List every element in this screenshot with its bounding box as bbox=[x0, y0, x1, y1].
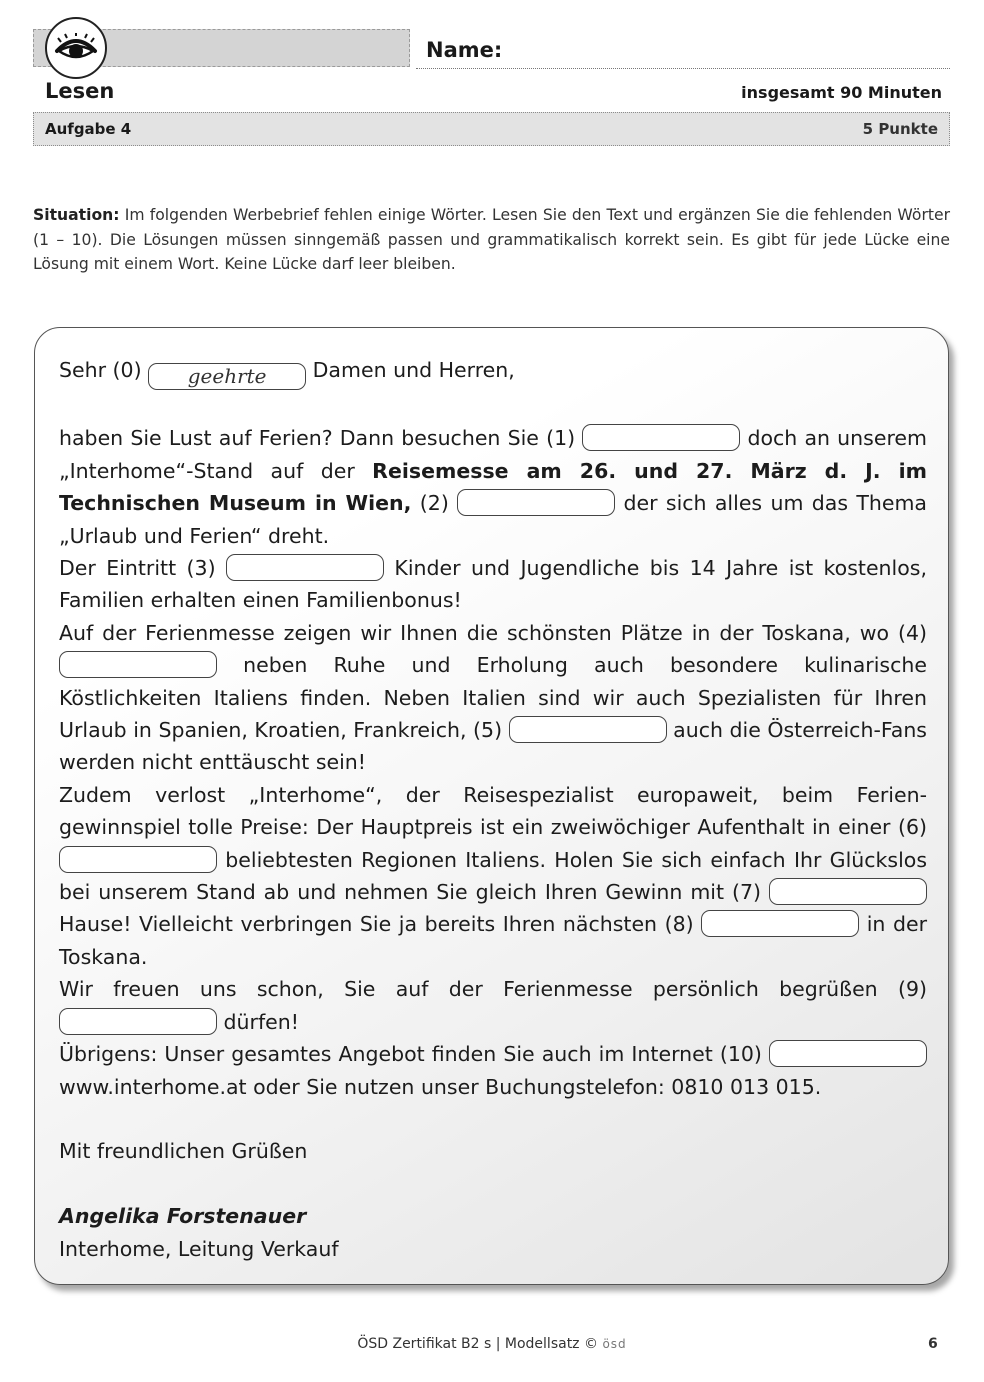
paragraph-3 bbox=[59, 617, 927, 779]
text-segment: (2) bbox=[411, 491, 458, 516]
text-segment: in der Toskana. bbox=[59, 912, 927, 969]
text-segment: Zudem verlost „Interhome“, der Reisespezialist europaweit, beim Ferien-gewinnspiel tolle Preise: Der Hauptpreis ist ein zweiwöchiger Aufenthalt in einer (6) bbox=[59, 782, 927, 840]
gap-9[interactable] bbox=[59, 1008, 217, 1035]
duration-label: insgesamt 90 Minuten bbox=[741, 83, 942, 102]
gap-3[interactable] bbox=[226, 554, 384, 581]
salutation bbox=[59, 354, 927, 390]
text-segment: der sich alles um das Thema „Urlaub und Ferien“ dreht. bbox=[59, 491, 927, 548]
page-number: 6 bbox=[928, 1336, 938, 1352]
gap-10[interactable] bbox=[769, 1040, 927, 1067]
text-segment: doch an unserem „Interhome“-Stand auf der bbox=[59, 426, 928, 483]
task-points: 5 Punkte bbox=[862, 120, 938, 138]
situation-label: Situation: bbox=[33, 206, 120, 224]
letter-text bbox=[59, 354, 927, 1265]
text-segment: Auf der Ferienmesse zeigen wir Ihnen die schönsten Plätze in der Toskana, wo (4) bbox=[59, 620, 927, 645]
paragraph-2 bbox=[59, 552, 927, 617]
paragraph-4 bbox=[59, 779, 927, 973]
text-segment: Hause! Vielleicht verbringen Sie ja bereits Ihren nächsten (8) bbox=[59, 912, 702, 937]
gap-7[interactable] bbox=[769, 878, 927, 905]
text-segment: dürfen! bbox=[217, 1009, 299, 1034]
osd-logo: ösd bbox=[602, 1337, 627, 1351]
text-segment: Kinder und Jugendliche bis 14 Jahre ist kostenlos, Familien erhalten einen Familienbonus! bbox=[59, 556, 927, 613]
text-segment: Wir freuen uns schon, Sie auf der Ferienmesse persönlich begrüßen (9) bbox=[59, 977, 927, 1002]
text-segment: haben Sie Lust auf Ferien? Dann besuchen Sie (1) bbox=[59, 426, 583, 451]
paragraph-1 bbox=[59, 422, 927, 552]
task-bar bbox=[33, 112, 950, 146]
eye-icon bbox=[45, 17, 107, 79]
signature-name: Angelika Forstenauer bbox=[59, 1204, 307, 1229]
gap-6[interactable] bbox=[59, 846, 217, 873]
situation-instructions bbox=[33, 203, 950, 277]
section-title: Lesen bbox=[45, 79, 115, 103]
footer bbox=[0, 1336, 984, 1352]
text-segment: Übrigens: Unser gesamtes Angebot finden Sie auch im Internet (10) bbox=[59, 1042, 769, 1067]
event-info: Reisemesse am 26. und 27. März d. J. im Technischen Museum in Wien, bbox=[59, 458, 927, 516]
closing: Mit freundlichen Grüßen bbox=[59, 1139, 308, 1164]
text-segment: beliebtesten Regionen Italiens. Holen Sie sich einfach Ihr Glückslos bei unserem Stand ab und nehmen Sie gleich Ihren Gewinn mit (7) bbox=[59, 847, 927, 905]
salutation-end: Damen und Herren, bbox=[306, 358, 515, 382]
letter-box bbox=[34, 327, 949, 1285]
gap-5[interactable] bbox=[509, 716, 667, 743]
gap-2[interactable] bbox=[457, 489, 615, 516]
situation-text: Im folgenden Werbebrief fehlen einige Wörter. Lesen Sie den Text und ergänzen Sie die fehlenden Wörter (1 – 10). Die Lösungen müssen sinngemäß passen und grammatikalisch korrekt sein. Es gibt für jede Lücke eine Lösung mit einem Wort. Keine Lücke darf leer bleiben. bbox=[33, 206, 950, 273]
gap-1[interactable] bbox=[582, 424, 740, 451]
text-segment: Der Eintritt (3) bbox=[59, 556, 226, 581]
gap-0-example: geehrte bbox=[148, 363, 306, 390]
paragraph-5 bbox=[59, 973, 927, 1038]
text-segment: www.interhome.at oder Sie nutzen unser Buchungstelefon: 0810 013 015. bbox=[59, 1074, 822, 1099]
signature-role: Interhome, Leitung Verkauf bbox=[59, 1236, 339, 1261]
task-label: Aufgabe 4 bbox=[45, 120, 132, 138]
name-input-line[interactable] bbox=[416, 68, 950, 69]
gap-8[interactable] bbox=[701, 910, 859, 937]
text-segment: auch die Österreich-Fans werden nicht enttäuscht sein! bbox=[59, 718, 927, 775]
paragraph-6 bbox=[59, 1038, 927, 1103]
footer-text: ÖSD Zertifikat B2 s | Modellsatz © bbox=[357, 1336, 603, 1352]
salutation-start: Sehr (0) bbox=[59, 358, 149, 382]
gap-4[interactable] bbox=[59, 651, 217, 678]
name-label: Name: bbox=[426, 38, 503, 62]
text-segment: neben Ruhe und Erholung auch besondere kulinarische Köstlichkeiten Italiens finden. Neben Italien sind wir auch Spezialisten für Ihren Urlaub in Spanien, Kroatien, Frankreich, (5) bbox=[59, 653, 927, 743]
